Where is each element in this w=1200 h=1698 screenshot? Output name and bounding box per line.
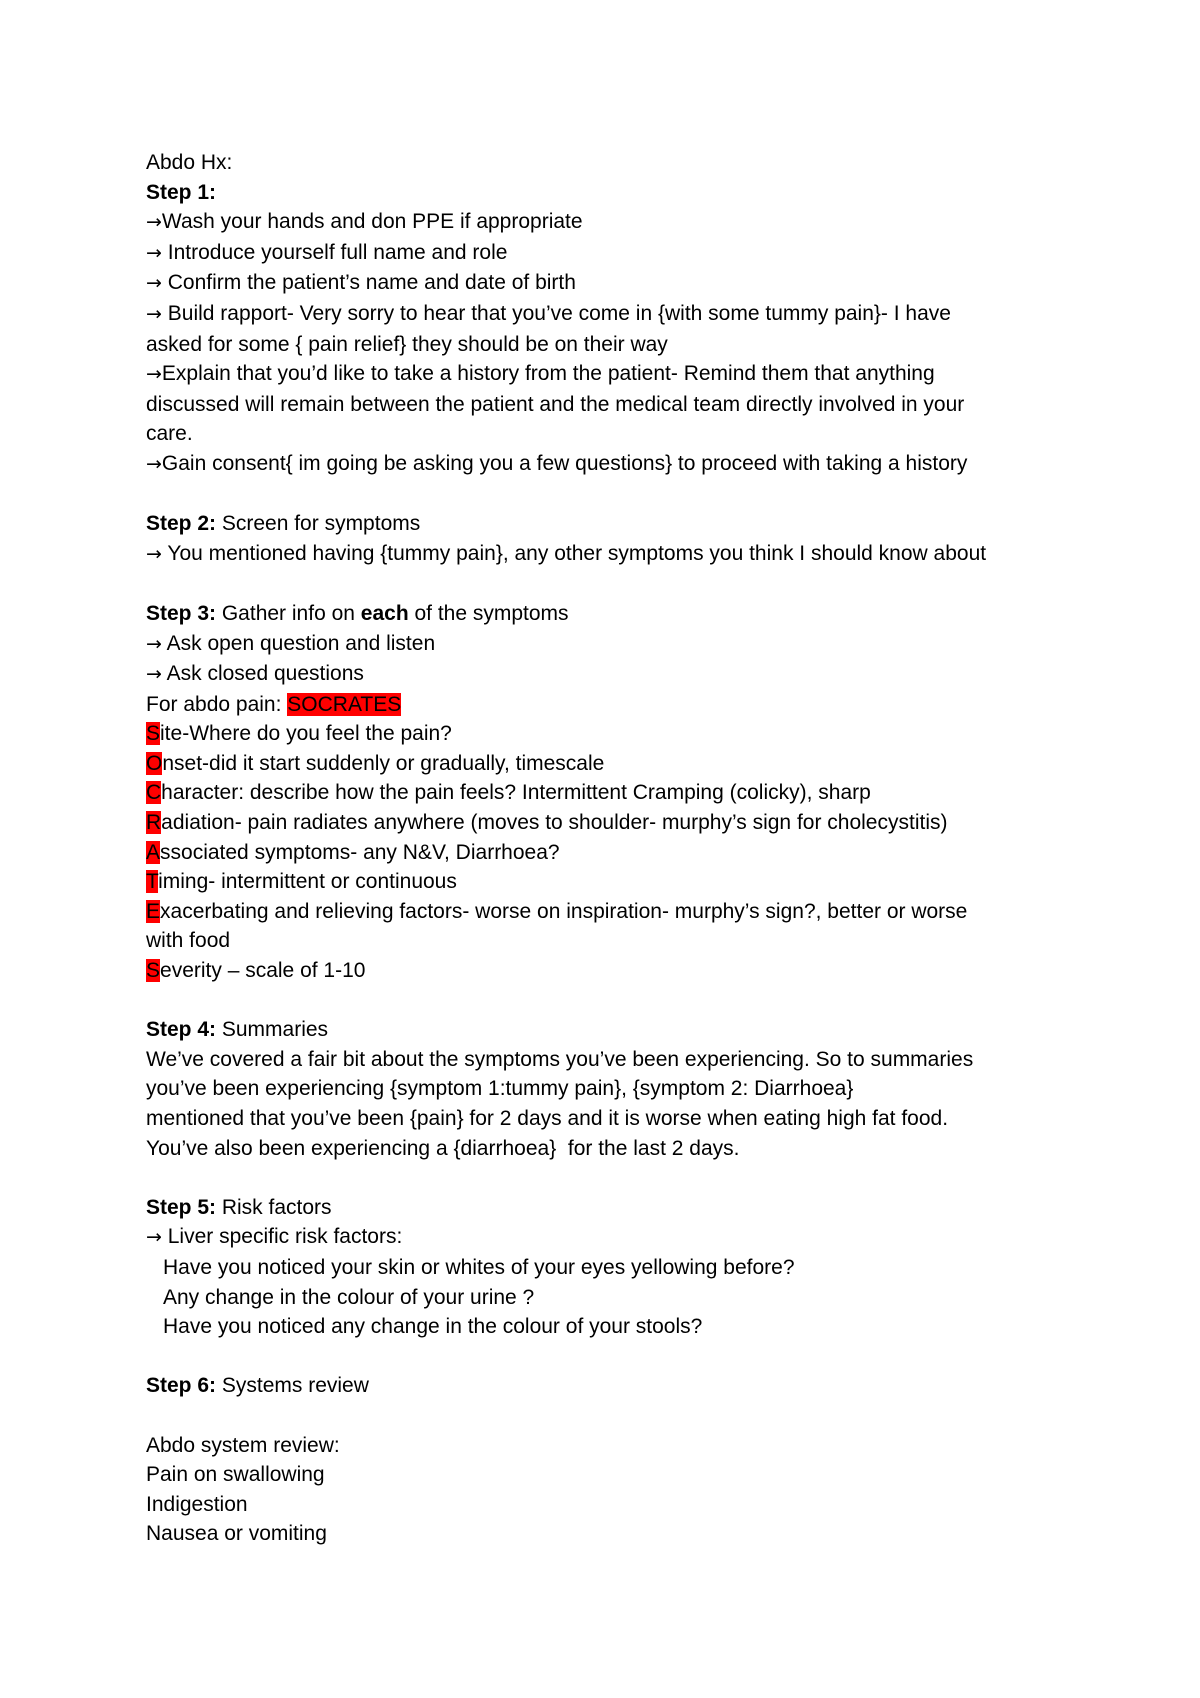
arrow-icon: → [146, 542, 162, 565]
socrates-severity: Severity – scale of 1-10 [146, 959, 366, 983]
socrates-radiation: Radiation- pain radiates anywhere (moves to shoulder- murphy’s sign for cholecystitis) [146, 811, 948, 835]
arrow-icon: → [146, 241, 162, 264]
risk-question: Have you noticed your skin or whites of your eyes yellowing before? [163, 1255, 795, 1279]
step1-item-5: →Explain that you’d like to take a history from the patient- Remind them that anything [146, 362, 935, 386]
review-item: Pain on swallowing [146, 1463, 325, 1487]
step3-heading: Step 3: Gather info on each of the symptoms [146, 601, 569, 625]
risk-question: Have you noticed any change in the colour of your stools? [163, 1315, 703, 1339]
step4-heading: Step 4: Summaries [146, 1018, 329, 1042]
arrow-icon: → [146, 452, 162, 475]
socrates-timing: Timing- intermittent or continuous [146, 870, 457, 894]
spacer [146, 986, 1086, 1016]
socrates-letter: R [146, 811, 162, 835]
step1-label: Step 1: [146, 180, 217, 204]
spacer [146, 1163, 1086, 1193]
step1-item-5-end: care. [146, 422, 193, 446]
socrates-highlight: SOCRATES [287, 692, 402, 716]
spacer [146, 1342, 1086, 1372]
socrates-letter: O [146, 751, 163, 775]
summary-line: You’ve also been experiencing a {diarrhoea} for the last 2 days. [146, 1136, 740, 1160]
socrates-letter: A [146, 840, 161, 864]
document-title: Abdo Hx: [146, 151, 233, 174]
arrow-icon: → [146, 272, 162, 295]
step1-item-1: →Wash your hands and don PPE if appropriate [146, 210, 583, 234]
arrow-icon: → [146, 363, 162, 386]
step1-item-4: → Build rapport- Very sorry to hear that you’ve come in {with some tummy pain}- I have [146, 301, 951, 325]
step5-label: Step 5: [146, 1195, 217, 1219]
summary-line: you’ve been experiencing {symptom 1:tummy pain}, {symptom 2: Diarrhoea} [146, 1077, 854, 1101]
spacer [146, 1401, 1086, 1431]
spacer [146, 569, 1086, 599]
summary-line: We’ve covered a fair bit about the symptoms you’ve been experiencing. So to summaries [146, 1047, 974, 1071]
review-heading: Abdo system review: [146, 1433, 340, 1457]
step6-heading: Step 6: Systems review [146, 1374, 369, 1398]
document-page [146, 148, 1086, 1549]
review-item: Indigestion [146, 1492, 248, 1516]
step2-heading: Step 2: Screen for symptoms [146, 512, 421, 536]
socrates-associated: Associated symptoms- any N&V, Diarrhoea? [146, 840, 560, 864]
arrow-icon: → [146, 663, 162, 686]
step6-label: Step 6: [146, 1374, 217, 1398]
step1-item-6: →Gain consent{ im going be asking you a few questions} to proceed with taking a history [146, 451, 968, 475]
step1-item-3: → Confirm the patient’s name and date of birth [146, 271, 576, 295]
arrow-icon: → [146, 211, 162, 234]
socrates-exacerbating-continued: with food [146, 929, 231, 953]
step4-label: Step 4: [146, 1018, 217, 1042]
arrow-icon: → [146, 302, 162, 325]
step2-item: → You mentioned having {tummy pain}, any other symptoms you think I should know about [146, 541, 987, 565]
arrow-icon: → [146, 1226, 162, 1249]
step3-label: Step 3: [146, 601, 217, 625]
socrates-site: Site-Where do you feel the pain? [146, 722, 452, 746]
socrates-letter: S [146, 959, 161, 983]
socrates-letter: S [146, 722, 161, 746]
risk-question: Any change in the colour of your urine ? [163, 1285, 535, 1309]
socrates-character: Character: describe how the pain feels? Intermittent Cramping (colicky), sharp [146, 781, 871, 805]
step5-heading: Step 5: Risk factors [146, 1195, 332, 1219]
step5-item: → Liver specific risk factors: [146, 1225, 403, 1249]
arrow-icon: → [146, 632, 162, 655]
review-item: Nausea or vomiting [146, 1522, 327, 1546]
step3-item-2: → Ask closed questions [146, 662, 364, 686]
socrates-onset: Onset-did it start suddenly or gradually, timescale [146, 751, 605, 775]
summary-line: mentioned that you’ve been {pain} for 2 days and it is worse when eating high fat food. [146, 1107, 949, 1130]
abdo-pain-line: For abdo pain: SOCRATES [146, 692, 402, 716]
socrates-letter: C [146, 781, 162, 805]
socrates-letter: T [146, 870, 159, 894]
step1-item-4-continued: asked for some { pain relief} they should be on their way [146, 332, 668, 356]
step1-item-5-continued: discussed will remain between the patient and the medical team directly involved in your [146, 392, 965, 416]
step1-item-2: → Introduce yourself full name and role [146, 240, 508, 264]
socrates-exacerbating: Exacerbating and relieving factors- worse on inspiration- murphy’s sign?, better or worse [146, 899, 968, 923]
spacer [146, 480, 1086, 510]
step3-item-1: → Ask open question and listen [146, 631, 436, 655]
socrates-letter: E [146, 899, 161, 923]
step2-label: Step 2: [146, 512, 217, 536]
